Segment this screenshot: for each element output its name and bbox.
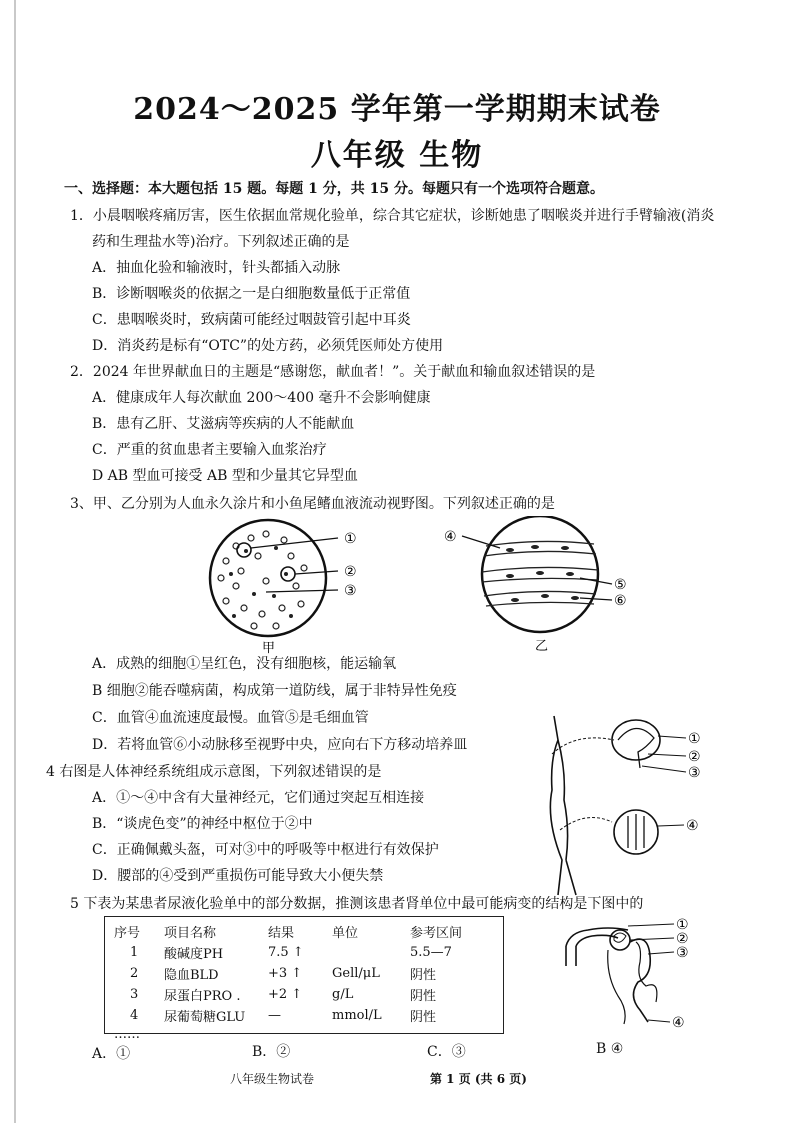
q5-option-a: A．① — [92, 1046, 131, 1062]
table-row — [114, 942, 490, 963]
q1-stem-line2: 药和生理盐水等)治疗。下列叙述正确的是 — [92, 234, 350, 250]
table-cell: +2 ↑ — [268, 987, 303, 1002]
ns-label-2: ② — [688, 749, 701, 765]
q5-option-c: C．③ — [427, 1044, 466, 1060]
kidney-label-1: ① — [676, 917, 689, 933]
q1-option-a: A．抽血化验和输液时，针头都插入动脉 — [92, 260, 341, 276]
table-cell: mmol/L — [332, 1008, 382, 1023]
exam-title: 2024～2025 学年第一学期期末试卷 — [133, 92, 661, 127]
exam-subtitle: 八年级 生物 — [310, 138, 484, 173]
table-cell: 1 — [130, 945, 139, 960]
table-cell — [332, 942, 410, 963]
table-header-cell: 单位 — [332, 926, 359, 941]
ns-label-1: ① — [688, 731, 701, 747]
figure-jia-blood-smear — [196, 516, 376, 656]
q4-option-c: C．正确佩戴头盔，可对③中的呼吸等中枢进行有效保护 — [92, 842, 439, 858]
q2-option-d: D AB 型血可接受 AB 型和少量其它异型血 — [92, 468, 358, 484]
table-header-cell: 结果 — [268, 926, 295, 941]
q1-option-d: D．消炎药是标有“OTC”的处方药，必须凭医师处方使用 — [92, 338, 444, 354]
fig-jia-caption: 甲 — [262, 641, 276, 656]
table-ellipsis: …… — [114, 1027, 140, 1042]
q3-option-a: A．成熟的细胞①呈红色，没有细胞核，能运输氧 — [92, 656, 397, 672]
table-cell: 尿葡萄糖GLU — [164, 1010, 246, 1025]
q5-option-b: B．② — [252, 1044, 291, 1060]
table-cell: +3 ↑ — [268, 966, 303, 981]
q2-option-c: C．严重的贫血患者主要输入血浆治疗 — [92, 442, 327, 458]
jia-label-1: ① — [344, 531, 357, 547]
yi-label-4: ④ — [444, 529, 457, 545]
kidney-label-4: ④ — [672, 1015, 685, 1031]
table-cell: 阴性 — [410, 989, 437, 1004]
table-cell: 3 — [130, 987, 139, 1002]
table-cell: 酸碱度PH — [164, 947, 224, 962]
jia-label-3: ③ — [344, 583, 357, 599]
table-cell: 阴性 — [410, 968, 437, 983]
footer-title: 八年级生物试卷 — [230, 1072, 315, 1086]
table-header-row — [114, 921, 490, 942]
ns-label-4: ④ — [686, 818, 699, 834]
urine-test-table — [114, 921, 490, 1043]
q3-option-b: B 细胞②能吞噬病菌，构成第一道防线，属于非特异性免疫 — [92, 683, 457, 699]
q3-stem: 3、甲、乙分别为人血永久涂片和小鱼尾鳍血液流动视野图。下列叙述正确的是 — [70, 496, 555, 512]
q5-stem: 5 下表为某患者尿液化验单中的部分数据，推测该患者肾单位中最可能病变的结构是下图中的 — [70, 896, 644, 912]
q1-stem-line1: 1．小晨咽喉疼痛厉害，医生依据血常规化验单，综合其它症状，诊断她患了咽喉炎并进行手臂输液(消炎 — [70, 208, 715, 224]
table-cell: g/L — [332, 987, 354, 1002]
kidney-label-3: ③ — [676, 945, 689, 961]
q2-stem: 2．2024 年世界献血日的主题是“感谢您，献血者！”。关于献血和输血叙述错误的是 — [70, 364, 596, 380]
table-header-cell: 参考区间 — [410, 926, 463, 941]
q4-option-a: A．①～④中含有大量神经元，它们通过突起互相连接 — [92, 790, 425, 806]
page-number: 第 1 页 (共 6 页) — [430, 1072, 527, 1086]
table-cell: Gell/μL — [332, 966, 380, 981]
table-cell: 2 — [130, 966, 139, 981]
q1-option-c: C．患咽喉炎时，致病菌可能经过咽鼓管引起中耳炎 — [92, 312, 411, 328]
table-cell: 尿蛋白PRO . — [164, 989, 241, 1004]
table-row — [114, 1005, 490, 1026]
figure-yi-fish-tail — [440, 516, 640, 656]
table-cell: 阴性 — [410, 1010, 437, 1025]
figure-nervous-system — [536, 710, 716, 900]
table-row — [114, 984, 490, 1005]
q4-option-b: B．“谈虎色变”的神经中枢位于②中 — [92, 816, 313, 832]
ns-label-3: ③ — [688, 765, 701, 781]
table-cell: 7.5 ↑ — [268, 945, 304, 960]
table-header-cell: 序号 — [114, 926, 141, 941]
q2-option-b: B．患有乙肝、艾滋病等疾病的人不能献血 — [92, 416, 355, 432]
table-cell: 5.5—7 — [410, 945, 452, 960]
q4-stem: 4 右图是人体神经系统组成示意图，下列叙述错误的是 — [46, 764, 382, 780]
fig-yi-caption: 乙 — [535, 639, 549, 654]
figure-nephron — [548, 906, 708, 1038]
q5-option-d: B ④ — [596, 1041, 624, 1057]
q1-option-b: B．诊断咽喉炎的依据之一是白细胞数量低于正常值 — [92, 286, 411, 302]
table-cell: 4 — [130, 1008, 139, 1023]
kidney-label-2: ② — [676, 931, 689, 947]
yi-label-6: ⑥ — [614, 593, 627, 609]
table-cell: 隐血BLD — [164, 968, 219, 983]
yi-label-5: ⑤ — [614, 577, 627, 593]
section-heading: 一、选择题：本大题包括 15 题。每题 1 分，共 15 分。每题只有一个选项符合题意。 — [64, 181, 604, 197]
q3-option-c: C．血管④血流速度最慢。血管⑤是毛细血管 — [92, 710, 369, 726]
q3-option-d: D．若将血管⑥小动脉移至视野中央，应向右下方移动培养皿 — [92, 737, 468, 753]
q2-option-a: A．健康成年人每次献血 200～400 毫升不会影响健康 — [92, 390, 431, 406]
jia-label-2: ② — [344, 564, 357, 580]
table-cell: — — [268, 1008, 281, 1023]
q4-option-d: D．腰部的④受到严重损伤可能导致大小便失禁 — [92, 868, 384, 884]
table-row — [114, 963, 490, 984]
table-header-cell: 项目名称 — [164, 926, 217, 941]
